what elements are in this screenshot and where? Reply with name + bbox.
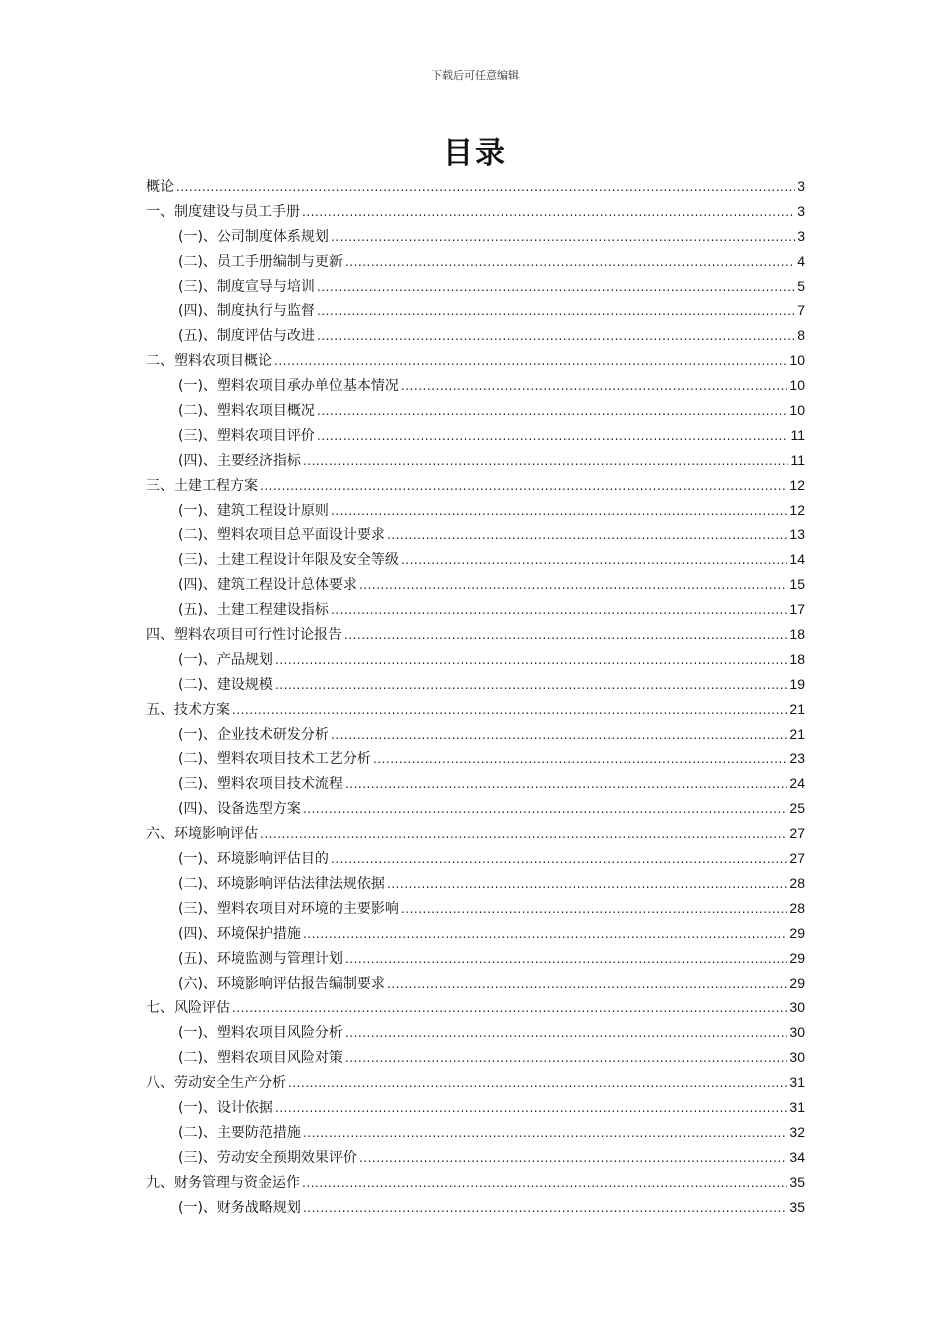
toc-entry-page: 17 <box>789 601 805 618</box>
toc-dot-leader <box>345 1021 787 1046</box>
toc-entry-label: 一、制度建设与员工手册 <box>146 203 300 220</box>
toc-entry[interactable] <box>146 249 805 274</box>
toc-dot-leader <box>317 299 795 324</box>
toc-entry[interactable] <box>146 547 805 572</box>
toc-dot-leader <box>331 225 795 250</box>
toc-dot-leader <box>345 250 795 275</box>
page-header: 下载后可任意编辑 <box>431 69 519 82</box>
toc-dot-leader <box>331 499 787 524</box>
toc-dot-leader <box>275 1096 787 1121</box>
toc-dot-leader <box>345 772 787 797</box>
toc-entry-label: (二)、塑料农项目风险对策 <box>178 1050 343 1067</box>
toc-entry-page: 11 <box>790 426 805 443</box>
toc-entry[interactable] <box>146 224 805 249</box>
toc-entry-page: 23 <box>789 750 805 767</box>
toc-entry-page: 29 <box>789 924 805 941</box>
toc-entry-label: 八、劳动安全生产分析 <box>146 1075 286 1092</box>
toc-entry-label: (三)、制度宣导与培训 <box>178 278 315 295</box>
toc-entry[interactable] <box>146 846 805 871</box>
toc-entry[interactable] <box>146 597 805 622</box>
toc-entry[interactable] <box>146 622 805 647</box>
table-of-contents <box>146 174 805 1219</box>
toc-entry[interactable] <box>146 1095 805 1120</box>
toc-entry-label: (五)、土建工程建设指标 <box>178 602 329 619</box>
toc-dot-leader <box>387 523 787 548</box>
toc-entry[interactable] <box>146 1170 805 1195</box>
toc-entry-label: 六、环境影响评估 <box>146 826 258 843</box>
toc-entry-label: (四)、制度执行与监督 <box>178 303 315 320</box>
toc-entry-label: (三)、劳动安全预期效果评价 <box>178 1149 357 1166</box>
toc-dot-leader <box>331 847 787 872</box>
toc-entry[interactable] <box>146 946 805 971</box>
toc-entry-label: (二)、塑料农项目技术工艺分析 <box>178 751 371 768</box>
toc-entry-page: 30 <box>789 999 805 1016</box>
toc-entry-label: (二)、塑料农项目总平面设计要求 <box>178 527 385 544</box>
toc-entry-label: (三)、塑料农项目技术流程 <box>178 776 343 793</box>
toc-entry[interactable] <box>146 672 805 697</box>
toc-entry[interactable] <box>146 1020 805 1045</box>
toc-entry-page: 21 <box>789 725 805 742</box>
toc-entry-page: 12 <box>789 501 805 518</box>
toc-entry-label: (四)、环境保护措施 <box>178 925 301 942</box>
toc-entry[interactable] <box>146 199 805 224</box>
toc-dot-leader <box>344 623 787 648</box>
toc-entry-page: 34 <box>789 1148 805 1165</box>
toc-entry-label: (一)、环境影响评估目的 <box>178 851 329 868</box>
toc-entry-label: (三)、塑料农项目对环境的主要影响 <box>178 900 399 917</box>
toc-entry[interactable] <box>146 298 805 323</box>
toc-entry[interactable] <box>146 348 805 373</box>
toc-entry[interactable] <box>146 398 805 423</box>
toc-entry-page: 25 <box>789 800 805 817</box>
toc-dot-leader <box>317 275 795 300</box>
toc-entry-page: 15 <box>789 576 805 593</box>
toc-entry-page: 10 <box>789 402 805 419</box>
toc-entry-label: 四、塑料农项目可行性讨论报告 <box>146 627 342 644</box>
toc-entry-label: (一)、建筑工程设计原则 <box>178 502 329 519</box>
toc-dot-leader <box>359 573 787 598</box>
toc-entry[interactable] <box>146 1145 805 1170</box>
toc-entry-label: (四)、主要经济指标 <box>178 452 301 469</box>
toc-entry-page: 3 <box>797 202 805 219</box>
toc-entry-label: 五、技术方案 <box>146 701 230 718</box>
toc-dot-leader <box>401 897 787 922</box>
toc-dot-leader <box>303 449 789 474</box>
toc-entry[interactable] <box>146 274 805 299</box>
toc-entry-page: 29 <box>789 974 805 991</box>
toc-entry-label: (二)、员工手册编制与更新 <box>178 253 343 270</box>
toc-entry[interactable] <box>146 1070 805 1095</box>
toc-entry-label: 概论 <box>146 179 174 195</box>
toc-entry[interactable] <box>146 572 805 597</box>
toc-dot-leader <box>303 922 787 947</box>
toc-entry[interactable] <box>146 498 805 523</box>
toc-dot-leader <box>317 399 787 424</box>
toc-entry-label: (一)、塑料农项目风险分析 <box>178 1025 343 1042</box>
toc-entry-label: (一)、公司制度体系规划 <box>178 228 329 245</box>
toc-entry-page: 29 <box>789 949 805 966</box>
toc-dot-leader <box>274 349 787 374</box>
toc-entry-page: 35 <box>789 1173 805 1190</box>
toc-dot-leader <box>260 822 787 847</box>
toc-entry-page: 13 <box>789 526 805 543</box>
toc-dot-leader <box>303 1196 787 1221</box>
toc-title: 目录 <box>443 136 507 171</box>
toc-entry[interactable] <box>146 373 805 398</box>
toc-entry-page: 28 <box>789 899 805 916</box>
toc-dot-leader <box>345 1046 787 1071</box>
toc-entry[interactable] <box>146 323 805 348</box>
toc-entry-page: 35 <box>789 1198 805 1215</box>
toc-entry[interactable] <box>146 1120 805 1145</box>
toc-entry-page: 30 <box>789 1049 805 1066</box>
toc-entry-page: 18 <box>789 626 805 643</box>
toc-entry-label: (五)、制度评估与改进 <box>178 328 315 345</box>
toc-entry-page: 27 <box>789 825 805 842</box>
toc-entry[interactable] <box>146 971 805 996</box>
toc-dot-leader <box>317 424 789 449</box>
toc-entry[interactable] <box>146 796 805 821</box>
toc-entry[interactable] <box>146 647 805 672</box>
toc-entry-page: 7 <box>797 302 805 319</box>
toc-entry[interactable] <box>146 473 805 498</box>
toc-entry[interactable] <box>146 821 805 846</box>
toc-entry-page: 10 <box>789 352 805 369</box>
toc-entry[interactable] <box>146 995 805 1020</box>
toc-entry-page: 14 <box>789 551 805 568</box>
toc-entry-page: 19 <box>789 675 805 692</box>
toc-dot-leader <box>232 698 787 723</box>
toc-entry[interactable] <box>146 921 805 946</box>
toc-entry-label: (二)、主要防范措施 <box>178 1124 301 1141</box>
toc-dot-leader <box>288 1071 787 1096</box>
toc-entry-label: (六)、环境影响评估报告编制要求 <box>178 975 385 992</box>
toc-dot-leader <box>345 947 787 972</box>
toc-dot-leader <box>317 324 795 349</box>
toc-entry-label: (一)、产品规划 <box>178 651 273 668</box>
toc-entry-label: (一)、财务战略规划 <box>178 1199 301 1216</box>
toc-entry-page: 11 <box>790 451 805 468</box>
toc-dot-leader <box>260 474 787 499</box>
toc-entry-page: 3 <box>797 227 805 244</box>
toc-entry-page: 18 <box>789 650 805 667</box>
toc-entry-page: 8 <box>797 327 805 344</box>
toc-entry-page: 28 <box>789 874 805 891</box>
toc-entry-page: 12 <box>789 476 805 493</box>
toc-entry-page: 31 <box>789 1074 805 1091</box>
toc-entry[interactable] <box>146 722 805 747</box>
toc-entry-label: (四)、建筑工程设计总体要求 <box>178 577 357 594</box>
toc-entry-label: (二)、塑料农项目概况 <box>178 403 315 420</box>
toc-dot-leader <box>303 797 787 822</box>
toc-dot-leader <box>387 872 787 897</box>
toc-entry[interactable] <box>146 871 805 896</box>
toc-dot-leader <box>401 374 787 399</box>
toc-dot-leader <box>373 747 787 772</box>
toc-entry[interactable] <box>146 771 805 796</box>
toc-entry-page: 24 <box>789 775 805 792</box>
toc-entry[interactable] <box>146 746 805 771</box>
toc-dot-leader <box>331 598 787 623</box>
toc-entry[interactable] <box>146 1195 805 1220</box>
toc-entry[interactable] <box>146 896 805 921</box>
toc-entry-page: 31 <box>789 1098 805 1115</box>
toc-entry-page: 4 <box>797 252 805 269</box>
toc-dot-leader <box>302 1171 787 1196</box>
toc-entry-label: (一)、塑料农项目承办单位基本情况 <box>178 378 399 395</box>
toc-dot-leader <box>401 548 787 573</box>
toc-entry-page: 10 <box>789 377 805 394</box>
toc-entry[interactable] <box>146 448 805 473</box>
toc-entry-label: (一)、企业技术研发分析 <box>178 726 329 743</box>
toc-dot-leader <box>302 200 795 225</box>
toc-entry-label: (五)、环境监测与管理计划 <box>178 950 343 967</box>
toc-entry-label: (三)、塑料农项目评价 <box>178 427 315 444</box>
toc-entry[interactable] <box>146 697 805 722</box>
toc-entry-label: (一)、设计依据 <box>178 1099 273 1116</box>
toc-entry-page: 5 <box>797 277 805 294</box>
toc-entry-label: (三)、土建工程设计年限及安全等级 <box>178 552 399 569</box>
toc-entry[interactable] <box>146 1045 805 1070</box>
toc-dot-leader <box>176 175 795 200</box>
toc-entry-label: (二)、建设规模 <box>178 676 273 693</box>
toc-dot-leader <box>303 1121 787 1146</box>
toc-entry[interactable] <box>146 174 805 199</box>
toc-dot-leader <box>275 648 787 673</box>
toc-entry-page: 30 <box>789 1024 805 1041</box>
toc-dot-leader <box>359 1146 787 1171</box>
toc-entry[interactable] <box>146 423 805 448</box>
toc-entry-label: 七、风险评估 <box>146 1000 230 1017</box>
toc-entry-page: 21 <box>789 700 805 717</box>
toc-entry-page: 3 <box>797 178 805 194</box>
toc-dot-leader <box>232 996 787 1021</box>
toc-entry-page: 27 <box>789 850 805 867</box>
toc-entry-label: (四)、设备选型方案 <box>178 801 301 818</box>
toc-entry-label: 九、财务管理与资金运作 <box>146 1174 300 1191</box>
toc-entry-label: (二)、环境影响评估法律法规依据 <box>178 875 385 892</box>
toc-entry-label: 二、塑料农项目概论 <box>146 353 272 370</box>
toc-entry[interactable] <box>146 522 805 547</box>
toc-dot-leader <box>275 673 787 698</box>
toc-entry-page: 32 <box>789 1123 805 1140</box>
toc-dot-leader <box>331 723 787 748</box>
toc-dot-leader <box>387 972 787 997</box>
toc-entry-label: 三、土建工程方案 <box>146 477 258 494</box>
